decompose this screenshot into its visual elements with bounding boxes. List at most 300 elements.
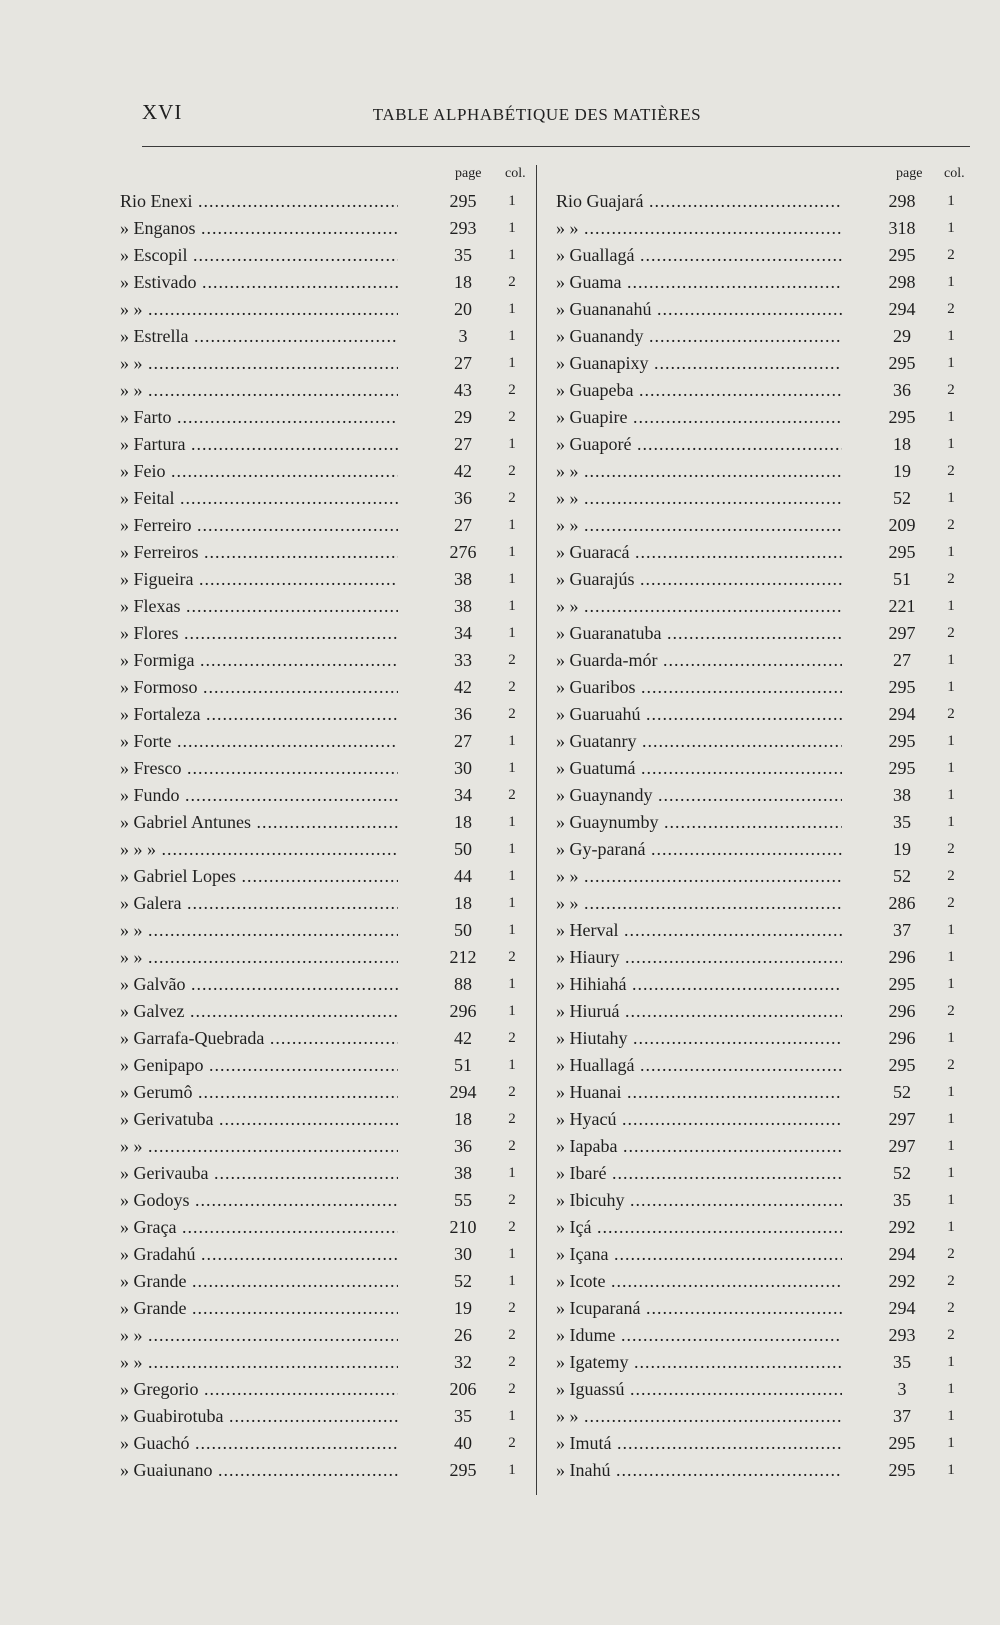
entry-col: 1	[508, 247, 516, 263]
index-entry	[556, 971, 970, 998]
entry-col: 2	[947, 1246, 955, 1262]
index-entry	[556, 1025, 970, 1052]
entry-term: » » .....	[120, 1133, 398, 1160]
entry-term: » Inahú .....	[556, 1457, 842, 1484]
entry-col: 1	[947, 949, 955, 965]
entry-term: » Grande .....	[120, 1295, 398, 1322]
index-entry	[120, 944, 530, 971]
entry-term: » Gregorio .....	[120, 1376, 398, 1403]
header-rule	[142, 146, 970, 147]
entry-term: » Ferreiro .....	[120, 512, 398, 539]
entry-col: 1	[947, 1435, 955, 1451]
entry-term: » Guatanry .....	[556, 728, 842, 755]
entry-col: 1	[947, 814, 955, 830]
index-entry	[556, 539, 970, 566]
entry-term: » Galvão .....	[120, 971, 398, 998]
entry-col: 1	[947, 922, 955, 938]
entry-term: » Guaiunano .....	[120, 1457, 398, 1484]
entry-term: » Igatemy .....	[556, 1349, 842, 1376]
entry-term: » Guachó .....	[120, 1430, 398, 1457]
index-entry	[120, 1187, 530, 1214]
entry-term: » Ibicuhy .....	[556, 1187, 842, 1214]
entry-col: 2	[508, 463, 516, 479]
entry-col: 1	[508, 868, 516, 884]
entry-term: » » .....	[120, 377, 398, 404]
index-entry	[120, 647, 530, 674]
entry-col: 1	[947, 679, 955, 695]
index-entry	[556, 188, 970, 215]
index-entry	[556, 1403, 970, 1430]
entry-page: 35	[454, 1406, 472, 1426]
entry-col: 1	[508, 814, 516, 830]
entry-page: 19	[893, 461, 911, 481]
entry-page: 50	[454, 920, 472, 940]
entry-col: 2	[508, 1138, 516, 1154]
entry-term: » » .....	[556, 890, 842, 917]
entry-col: 1	[947, 1138, 955, 1154]
index-entry	[556, 782, 970, 809]
entry-term: » Estivado .....	[120, 269, 398, 296]
col-column-label: col.	[505, 166, 526, 181]
entry-term: » » .....	[120, 296, 398, 323]
entry-col: 1	[508, 517, 516, 533]
entry-page: 294	[888, 1298, 916, 1318]
index-entry	[556, 944, 970, 971]
entry-page: 35	[893, 1190, 911, 1210]
index-entry	[120, 296, 530, 323]
index-entry	[556, 1241, 970, 1268]
entry-term: » » .....	[556, 215, 842, 242]
entry-page: 295	[888, 974, 916, 994]
entry-term: » » .....	[120, 1322, 398, 1349]
entry-term: » » .....	[120, 1349, 398, 1376]
entry-page: 210	[449, 1217, 477, 1237]
entry-page: 221	[888, 596, 916, 616]
entry-col: 2	[947, 571, 955, 587]
col-column-label: col.	[944, 166, 965, 181]
index-entry	[120, 593, 530, 620]
entry-col: 2	[508, 382, 516, 398]
entry-term: » Gerivauba .....	[120, 1160, 398, 1187]
entry-term: » Hiaury .....	[556, 944, 842, 971]
index-entry	[556, 377, 970, 404]
entry-col: 1	[947, 1408, 955, 1424]
entry-page: 294	[449, 1082, 477, 1102]
entry-term: » Gradahú .....	[120, 1241, 398, 1268]
entry-term: Rio Guajará .....	[556, 188, 842, 215]
entry-term: » Icote .....	[556, 1268, 842, 1295]
index-entry	[120, 215, 530, 242]
index-entry	[556, 242, 970, 269]
index-entry	[120, 1457, 530, 1484]
entry-page: 3	[458, 326, 468, 346]
index-entry	[120, 1295, 530, 1322]
entry-page: 295	[888, 731, 916, 751]
entry-term: » » .....	[120, 917, 398, 944]
index-entry	[556, 917, 970, 944]
index-entry	[120, 1133, 530, 1160]
entry-term: » » .....	[556, 863, 842, 890]
entry-term: » Flexas .....	[120, 593, 398, 620]
entry-page: 38	[454, 596, 472, 616]
entry-page: 35	[893, 1352, 911, 1372]
index-entry	[556, 674, 970, 701]
entry-page: 19	[454, 1298, 472, 1318]
entry-col: 2	[947, 382, 955, 398]
entry-term: » Imutá .....	[556, 1430, 842, 1457]
index-entry	[556, 863, 970, 890]
entry-col: 1	[947, 436, 955, 452]
entry-term: » Farto .....	[120, 404, 398, 431]
entry-term: » Ibaré .....	[556, 1160, 842, 1187]
entry-col: 2	[947, 868, 955, 884]
entry-page: 35	[454, 245, 472, 265]
entry-term: » Huanai .....	[556, 1079, 842, 1106]
entry-page: 295	[888, 353, 916, 373]
entry-page: 52	[893, 1082, 911, 1102]
entry-col: 2	[508, 1219, 516, 1235]
entry-term: » Guapire .....	[556, 404, 842, 431]
entry-col: 1	[508, 220, 516, 236]
entry-page: 27	[454, 353, 472, 373]
entry-page: 88	[454, 974, 472, 994]
entry-page: 295	[888, 1055, 916, 1075]
index-entry	[120, 782, 530, 809]
entry-col: 1	[508, 625, 516, 641]
entry-term: » » .....	[120, 944, 398, 971]
entry-term: » » .....	[556, 512, 842, 539]
entry-col: 2	[508, 1192, 516, 1208]
index-entry	[120, 917, 530, 944]
entry-term: » Formiga .....	[120, 647, 398, 674]
entry-page: 298	[888, 191, 916, 211]
entry-page: 36	[454, 1136, 472, 1156]
entry-page: 293	[449, 218, 477, 238]
entry-col: 1	[947, 193, 955, 209]
entry-page: 296	[449, 1001, 477, 1021]
entry-col: 2	[508, 1111, 516, 1127]
index-entry	[120, 323, 530, 350]
index-entry	[556, 404, 970, 431]
index-entry	[120, 809, 530, 836]
index-entry-list	[556, 188, 970, 1484]
entry-col: 1	[947, 355, 955, 371]
entry-page: 295	[449, 191, 477, 211]
entry-page: 30	[454, 758, 472, 778]
entry-page: 37	[893, 920, 911, 940]
index-entry	[556, 1079, 970, 1106]
entry-col: 2	[508, 1435, 516, 1451]
entry-col: 2	[947, 1327, 955, 1343]
entry-page: 52	[893, 488, 911, 508]
entry-term: » Iapaba .....	[556, 1133, 842, 1160]
index-column-left	[120, 160, 530, 1484]
entry-page: 30	[454, 1244, 472, 1264]
entry-page: 38	[454, 1163, 472, 1183]
entry-col: 2	[508, 787, 516, 803]
entry-term: » Hiuruá .....	[556, 998, 842, 1025]
page-column-label: page	[455, 166, 482, 181]
entry-col: 2	[947, 706, 955, 722]
entry-col: 1	[947, 1084, 955, 1100]
entry-page: 27	[454, 434, 472, 454]
entry-term: » Herval .....	[556, 917, 842, 944]
entry-term: » Hyacú .....	[556, 1106, 842, 1133]
entry-term: » Gabriel Antunes .....	[120, 809, 398, 836]
index-entry	[120, 1025, 530, 1052]
index-entry	[120, 1430, 530, 1457]
entry-term: » Hihiahá .....	[556, 971, 842, 998]
entry-page: 43	[454, 380, 472, 400]
entry-col: 2	[947, 1057, 955, 1073]
entry-term: » Guarajús .....	[556, 566, 842, 593]
index-entry	[556, 647, 970, 674]
entry-page: 44	[454, 866, 472, 886]
entry-term: » Icuparaná .....	[556, 1295, 842, 1322]
entry-page: 295	[449, 1460, 477, 1480]
index-entry	[556, 836, 970, 863]
entry-page: 3	[897, 1379, 907, 1399]
entry-col: 1	[508, 355, 516, 371]
entry-term: » Ferreiros .....	[120, 539, 398, 566]
entry-term: » Fresco .....	[120, 755, 398, 782]
entry-col: 1	[508, 301, 516, 317]
entry-page: 206	[449, 1379, 477, 1399]
entry-term: » Guaporé .....	[556, 431, 842, 458]
index-entry	[120, 1376, 530, 1403]
entry-page: 42	[454, 1028, 472, 1048]
column-header	[120, 160, 530, 188]
entry-page: 52	[893, 1163, 911, 1183]
entry-col: 1	[508, 733, 516, 749]
entry-page: 292	[888, 1217, 916, 1237]
entry-page: 276	[449, 542, 477, 562]
entry-term: » » .....	[556, 485, 842, 512]
column-header	[556, 160, 970, 188]
entry-col: 1	[947, 652, 955, 668]
entry-col: 2	[508, 490, 516, 506]
entry-col: 2	[947, 1300, 955, 1316]
entry-page: 209	[888, 515, 916, 535]
index-entry	[556, 323, 970, 350]
index-entry	[556, 755, 970, 782]
entry-col: 1	[508, 1057, 516, 1073]
index-entry	[556, 1187, 970, 1214]
entry-col: 1	[947, 1354, 955, 1370]
entry-col: 1	[947, 733, 955, 749]
entry-col: 1	[508, 571, 516, 587]
entry-term: » » .....	[556, 1403, 842, 1430]
entry-page: 35	[893, 812, 911, 832]
index-entry	[556, 350, 970, 377]
entry-col: 1	[947, 1219, 955, 1235]
index-entry	[556, 215, 970, 242]
index-entry	[120, 863, 530, 890]
index-entry	[556, 1052, 970, 1079]
entry-page: 40	[454, 1433, 472, 1453]
index-entry	[120, 1214, 530, 1241]
entry-term: » Godoys .....	[120, 1187, 398, 1214]
index-entry	[556, 1457, 970, 1484]
entry-page: 52	[454, 1271, 472, 1291]
entry-page: 18	[893, 434, 911, 454]
entry-col: 1	[947, 220, 955, 236]
entry-term: » Guaruahú .....	[556, 701, 842, 728]
index-entry	[120, 1322, 530, 1349]
entry-page: 295	[888, 1433, 916, 1453]
entry-col: 1	[508, 922, 516, 938]
entry-col: 2	[947, 625, 955, 641]
entry-col: 2	[947, 247, 955, 263]
entry-page: 38	[893, 785, 911, 805]
entry-col: 2	[508, 652, 516, 668]
entry-page: 18	[454, 272, 472, 292]
entry-page: 34	[454, 623, 472, 643]
entry-term: » Enganos .....	[120, 215, 398, 242]
index-entry	[556, 269, 970, 296]
entry-col: 2	[947, 517, 955, 533]
index-entry	[556, 485, 970, 512]
index-entry	[120, 1241, 530, 1268]
entry-page: 20	[454, 299, 472, 319]
page-number: XVI	[142, 100, 183, 124]
index-entry	[556, 512, 970, 539]
index-entry	[556, 1295, 970, 1322]
index-entry	[556, 1214, 970, 1241]
entry-term: » » » .....	[120, 836, 398, 863]
index-entry	[120, 1052, 530, 1079]
entry-term: » Fortaleza .....	[120, 701, 398, 728]
index-entry	[556, 431, 970, 458]
entry-term: » Galvez .....	[120, 998, 398, 1025]
entry-page: 296	[888, 947, 916, 967]
index-entry	[120, 1160, 530, 1187]
entry-term: » Guapeba .....	[556, 377, 842, 404]
entry-term: » Guarda-mór .....	[556, 647, 842, 674]
entry-term: » Garrafa-Quebrada .....	[120, 1025, 398, 1052]
entry-page: 51	[454, 1055, 472, 1075]
entry-term: » Flores .....	[120, 620, 398, 647]
entry-term: » Guananahú .....	[556, 296, 842, 323]
entry-term: » Genipapo .....	[120, 1052, 398, 1079]
index-entry	[120, 701, 530, 728]
entry-page: 18	[454, 812, 472, 832]
entry-page: 50	[454, 839, 472, 859]
entry-term: » Gy-paraná .....	[556, 836, 842, 863]
index-entry	[120, 998, 530, 1025]
entry-col: 1	[947, 598, 955, 614]
entry-page: 33	[454, 650, 472, 670]
index-entry	[120, 566, 530, 593]
entry-col: 1	[508, 544, 516, 560]
entry-page: 292	[888, 1271, 916, 1291]
entry-page: 52	[893, 866, 911, 886]
entry-page: 38	[454, 569, 472, 589]
entry-term: » Huallagá .....	[556, 1052, 842, 1079]
index-entry	[120, 1106, 530, 1133]
entry-term: » Formoso .....	[120, 674, 398, 701]
page-header	[142, 100, 970, 134]
index-entry	[556, 998, 970, 1025]
entry-page: 318	[888, 218, 916, 238]
index-entry	[120, 755, 530, 782]
entry-col: 1	[947, 976, 955, 992]
entry-term: » Içana .....	[556, 1241, 842, 1268]
entry-page: 27	[454, 515, 472, 535]
entry-page: 42	[454, 461, 472, 481]
index-entry	[556, 1106, 970, 1133]
entry-term: » Gerivatuba .....	[120, 1106, 398, 1133]
entry-page: 36	[893, 380, 911, 400]
entry-col: 1	[508, 760, 516, 776]
entry-term: » Graça .....	[120, 1214, 398, 1241]
index-entry	[120, 377, 530, 404]
entry-term: » Guaribos .....	[556, 674, 842, 701]
entry-col: 1	[947, 760, 955, 776]
index-entry	[556, 1349, 970, 1376]
index-entry	[120, 269, 530, 296]
entry-page: 27	[893, 650, 911, 670]
column-divider	[536, 165, 537, 1495]
entry-page: 298	[888, 272, 916, 292]
entry-col: 1	[947, 274, 955, 290]
entry-col: 1	[947, 490, 955, 506]
entry-term: » Guanapixy .....	[556, 350, 842, 377]
entry-term: » Grande .....	[120, 1268, 398, 1295]
entry-col: 2	[508, 1030, 516, 1046]
index-entry	[120, 836, 530, 863]
entry-page: 295	[888, 245, 916, 265]
entry-col: 1	[947, 544, 955, 560]
entry-page: 295	[888, 1460, 916, 1480]
entry-page: 19	[893, 839, 911, 859]
entry-col: 1	[508, 598, 516, 614]
entry-col: 2	[947, 895, 955, 911]
entry-col: 2	[508, 949, 516, 965]
entry-col: 1	[508, 1246, 516, 1262]
entry-term: » Hiutahy .....	[556, 1025, 842, 1052]
entry-page: 51	[893, 569, 911, 589]
entry-page: 18	[454, 893, 472, 913]
index-entry	[120, 1079, 530, 1106]
index-entry	[556, 1268, 970, 1295]
index-entry	[556, 1322, 970, 1349]
entry-page: 36	[454, 488, 472, 508]
index-entry	[120, 1349, 530, 1376]
entry-term: » » .....	[556, 593, 842, 620]
index-entry	[556, 1133, 970, 1160]
entry-page: 295	[888, 677, 916, 697]
entry-term: » Içá .....	[556, 1214, 842, 1241]
entry-col: 2	[508, 409, 516, 425]
entry-page: 37	[893, 1406, 911, 1426]
index-entry	[556, 593, 970, 620]
index-entry	[556, 890, 970, 917]
index-entry	[120, 431, 530, 458]
entry-term: » Guaynandy .....	[556, 782, 842, 809]
index-entry-list	[120, 188, 530, 1484]
entry-page: 26	[454, 1325, 472, 1345]
entry-term: » » .....	[120, 350, 398, 377]
entry-col: 2	[508, 706, 516, 722]
index-entry	[556, 620, 970, 647]
entry-col: 1	[508, 841, 516, 857]
entry-page: 42	[454, 677, 472, 697]
entry-col: 2	[508, 1084, 516, 1100]
entry-term: » Guanandy .....	[556, 323, 842, 350]
entry-col: 1	[947, 1462, 955, 1478]
entry-col: 1	[947, 1381, 955, 1397]
